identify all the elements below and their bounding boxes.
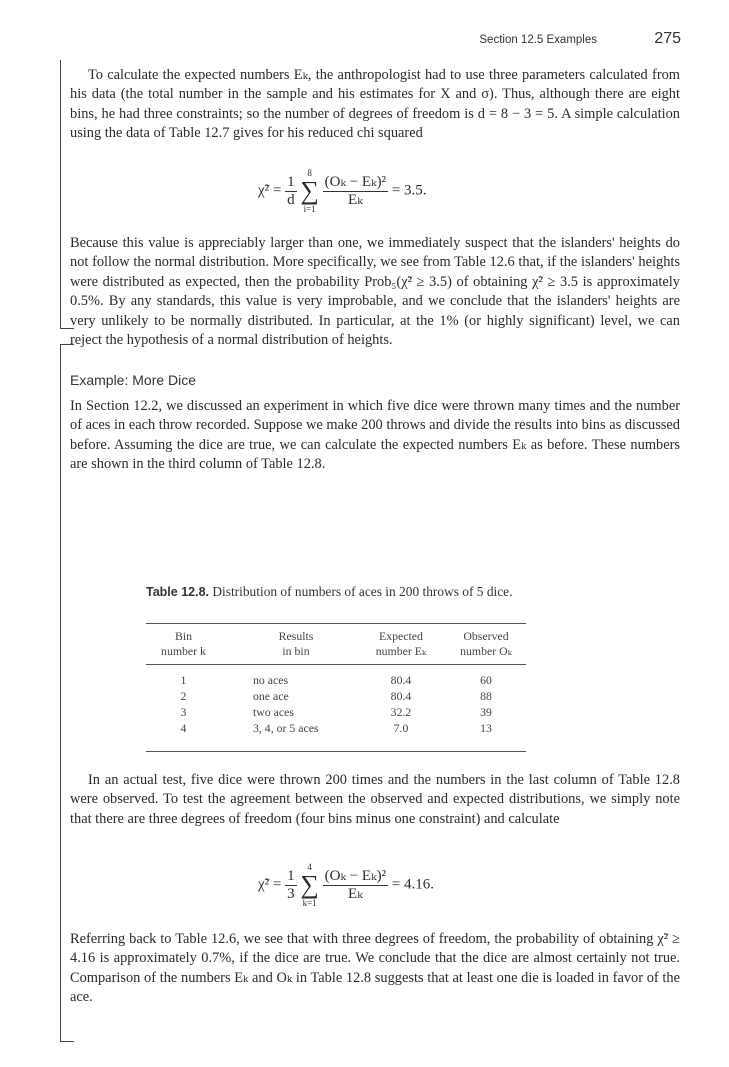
sum-symbol: 8 ∑ i=1 (300, 168, 319, 214)
table-bottom-rule (146, 751, 526, 752)
table-cell: 32.2 (390, 705, 412, 719)
page-number: 275 (654, 30, 681, 47)
header-results: Results in bin (278, 629, 314, 658)
paragraph-2: Because this value is appreciably larger than one, we immediately suspect that the islanders' heights do not follow the normal distribution. More specifically, we see from Table 12.6 that, if the islanders' heights were distributed as expected, then the probability Prob₅(χ̃² ≥ 3.5) of obtaining χ̃² ≥ 3.5 is approximately 0.5%. By any standards, this value is very improbable, and we conclude that the islanders' heights are very unlikely to be normally distributed. In particular, at the 1% (or highly significant) level, we can reject the hypothesis of a normal distribution of heights. (70, 235, 680, 349)
margin-bar-top (60, 60, 61, 328)
table-cell: 2 (180, 689, 187, 703)
paragraph-1: To calculate the expected numbers Eₖ, the anthropologist had to use three parameters calculated from his data (the total number in the sample and his estimates for X and σ). Thus, although there are eight bins, he had three constraints; so the number of degrees of freedom is d = 8 − 3 = 5. A simple calculation using the data of Table 12.7 gives for his reduced chi squared (70, 67, 680, 142)
sum-symbol: 4 ∑ k=1 (300, 862, 319, 908)
header-observed: Observed number Oₖ (460, 629, 512, 658)
equation-1: χ̃² = $\frac{1}{d}$ 8 ∑ i=1 $\frac{\text{(Oₖ − Eₖ)²}}{\text{Eₖ}}$ = 3.5. (258, 168, 427, 214)
table-cell: 13 (480, 721, 492, 735)
table-top-rule (146, 623, 526, 624)
margin-tick (60, 1041, 74, 1042)
example-title: Example: More Dice (70, 372, 197, 388)
table-cell: 60 (480, 673, 492, 687)
table-header-rule (146, 664, 526, 665)
eq-lhs: χ̃² (258, 182, 270, 199)
table-cell: 7.0 (393, 721, 409, 735)
eq-fraction: $\frac{\text{(Oₖ − Eₖ)²}}{\text{Eₖ}}$ (324, 867, 387, 902)
eq-coef: $\frac{1}{d}$ (287, 173, 295, 208)
table-cell: 3, 4, or 5 aces (253, 721, 319, 735)
table-cell: 88 (480, 689, 492, 703)
table-cell: 4 (180, 721, 187, 735)
table-cell: 1 (180, 673, 187, 687)
table-cell: 80.4 (390, 673, 412, 687)
eq-fraction: $\frac{\text{(Oₖ − Eₖ)²}}{\text{Eₖ}}$ (324, 173, 387, 208)
eq-result: = 4.16. (391, 876, 435, 893)
running-head: Section 12.5 Examples (479, 34, 597, 46)
table-cell: two aces (253, 705, 294, 719)
page-header (0, 26, 729, 46)
paragraph-3: In Section 12.2, we discussed an experiment in which five dice were thrown many times and the number of aces in each throw recorded. Suppose we make 200 throws and divide the results into bins as discussed before. Assuming the dice are true, we can calculate the expected numbers Eₖ as before. These numbers are shown in the third column of Table 12.8. (70, 398, 680, 473)
table-cell: one ace (253, 689, 289, 703)
paragraph-5: Referring back to Table 12.6, we see that with three degrees of freedom, the probability of obtaining χ̃² ≥ 4.16 is approximately 0.7%, if the dice are true. We conclude that the dice are almost certainly not true. Comparison of the numbers Eₖ and Oₖ in Table 12.8 suggests that at least one die is loaded in favor of the ace. (70, 931, 680, 1006)
eq-lhs: χ̃² (258, 876, 270, 893)
table-cell: 80.4 (390, 689, 412, 703)
header-bin: Bin number k (161, 629, 206, 658)
paragraph-4: In an actual test, five dice were thrown 200 times and the numbers in the last column of Table 12.8 were observed. To test the agreement between the observed and expected distributions, we simply note that there are three degrees of freedom (four bins minus one constraint) and calculate (70, 772, 680, 827)
equation-2: χ̃² = $\frac{1}{3}$ 4 ∑ k=1 $\frac{\text{(Oₖ − Eₖ)²}}{\text{Eₖ}}$ = 4.16. (258, 862, 435, 908)
header-expected: Expected number Eₖ (375, 629, 427, 658)
table-cell: 3 (180, 705, 187, 719)
eq-result: = 3.5. (391, 182, 427, 199)
margin-bar-bottom (60, 344, 61, 1041)
table-cell: no aces (253, 673, 289, 687)
table-cell: 39 (480, 705, 492, 719)
eq-coef: $\frac{1}{3}$ (287, 867, 295, 902)
table-caption: Table 12.8. Distribution of numbers of aces in 200 throws of 5 dice. (146, 584, 513, 599)
